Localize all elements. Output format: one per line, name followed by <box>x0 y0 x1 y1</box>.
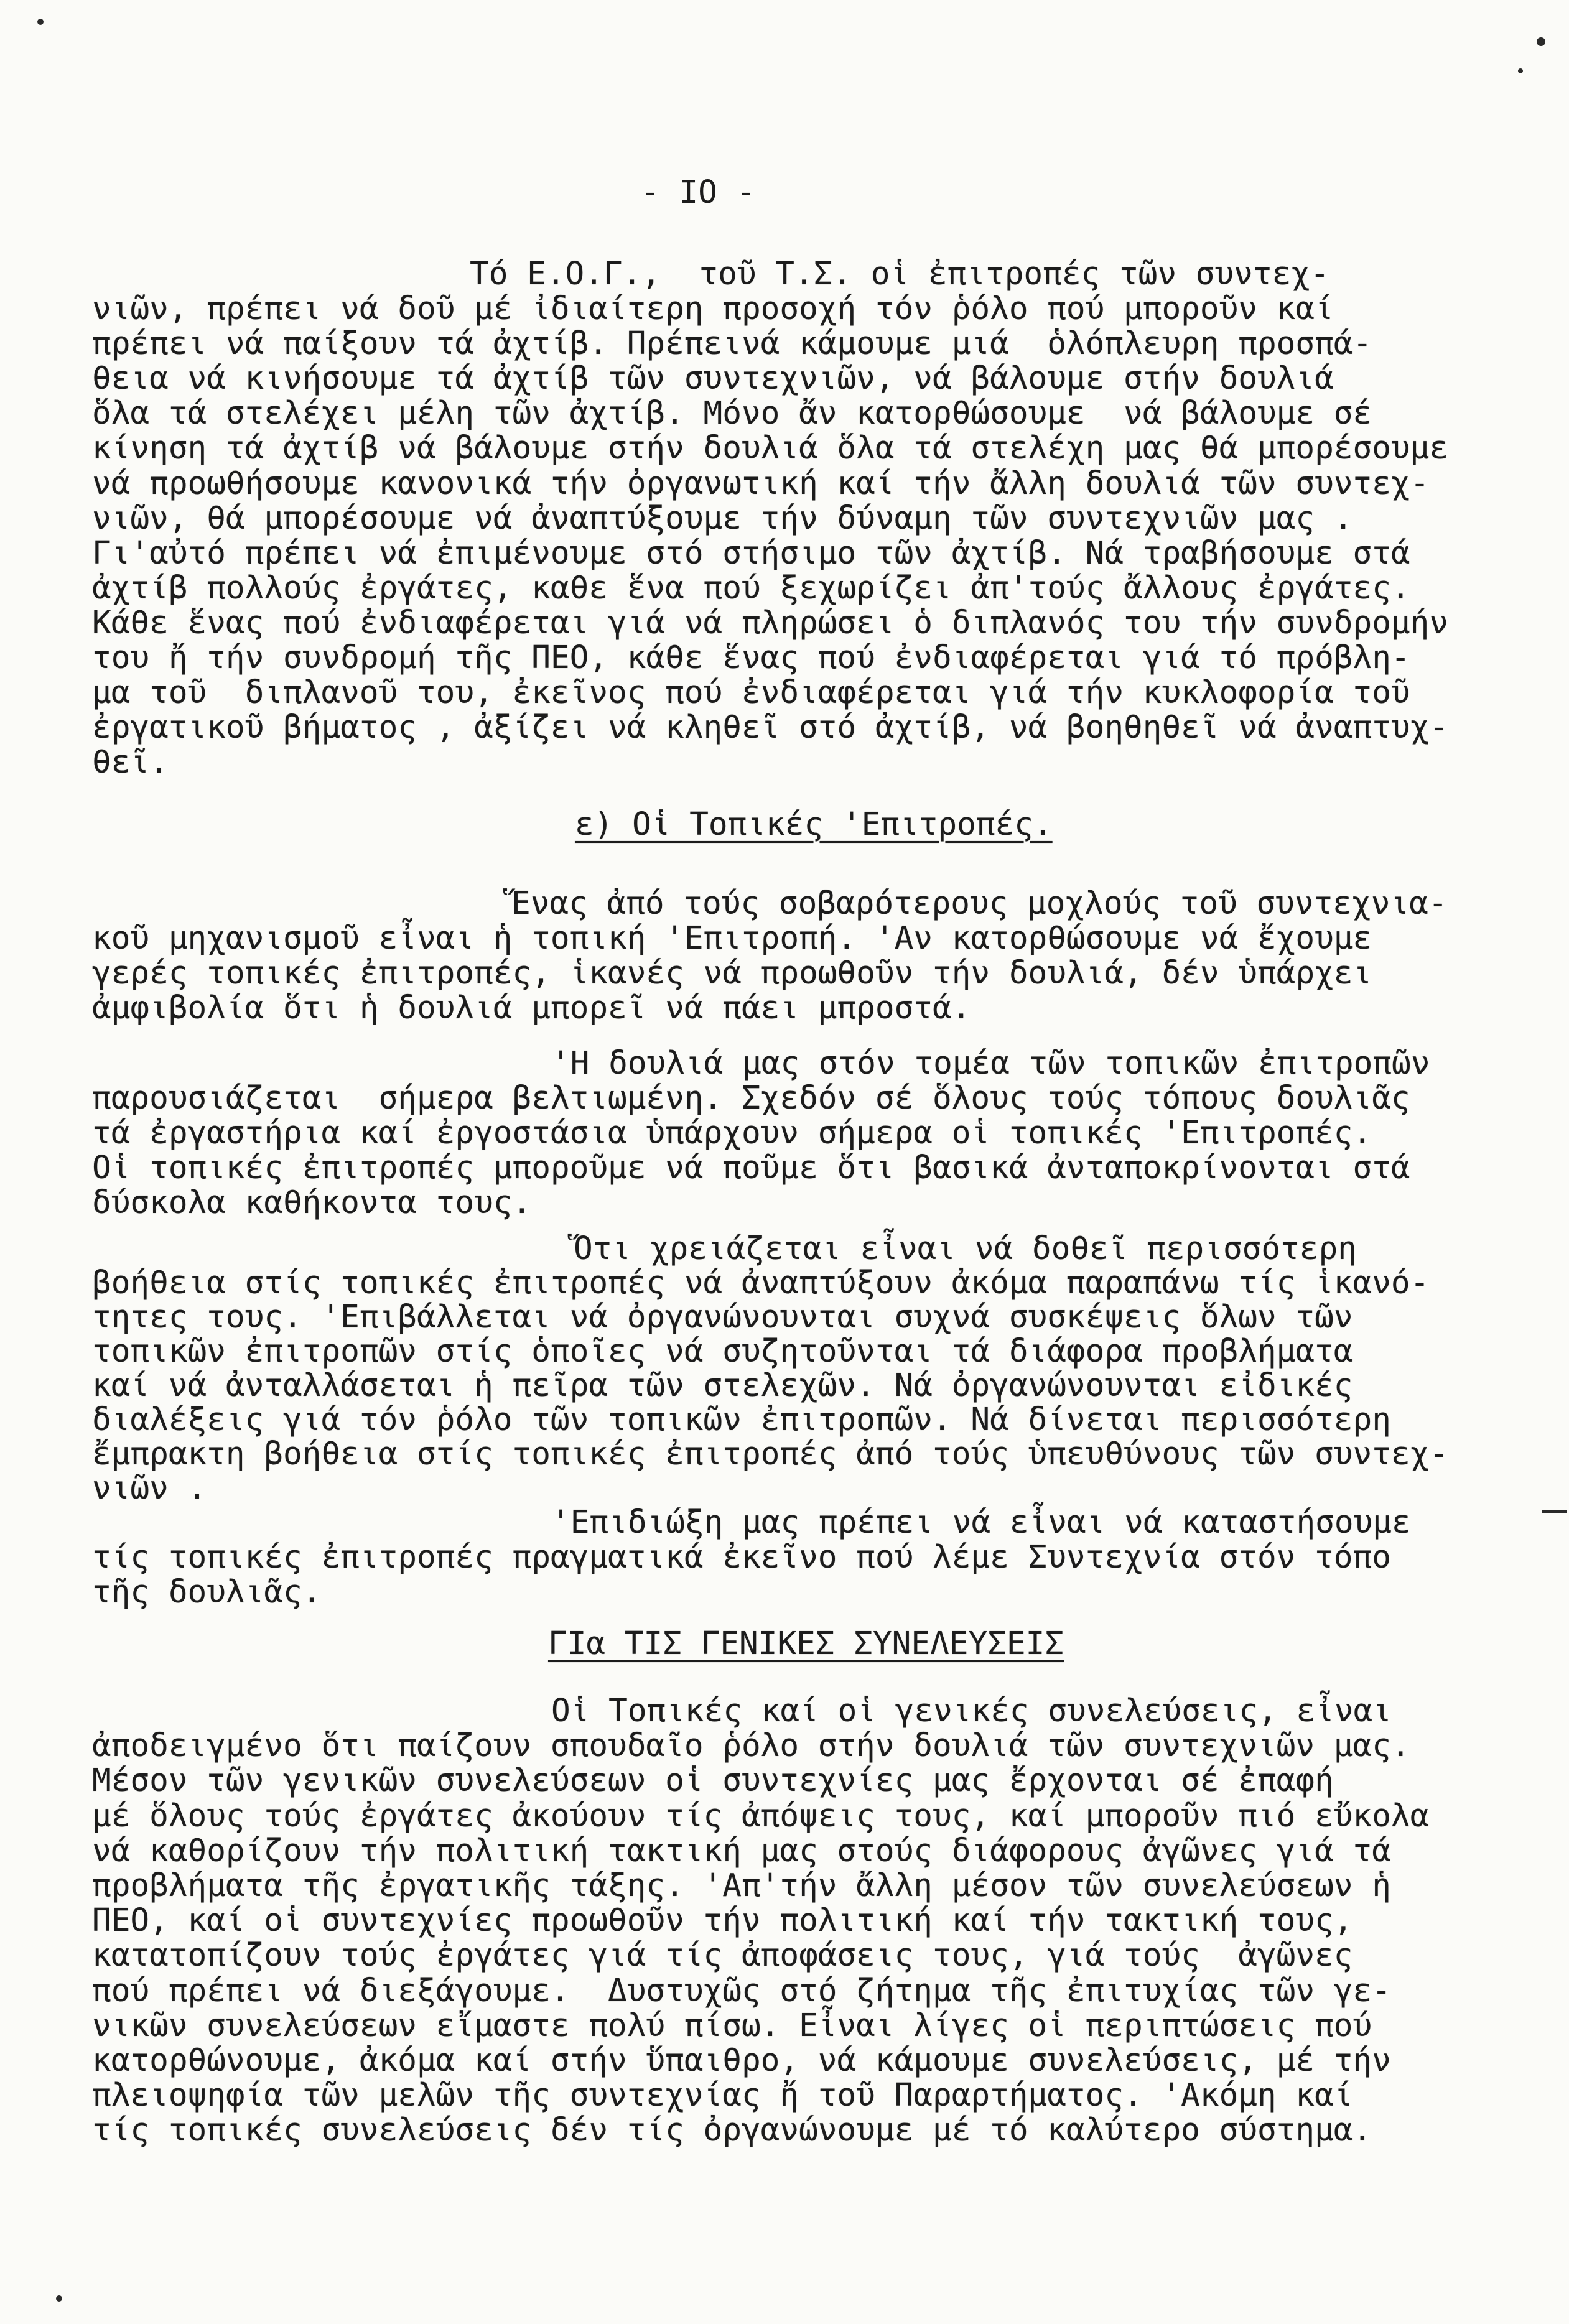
text-line: Οἱ τοπικές ἐπιτροπές μποροῦμε νά ποῦμε ὅτι βασικά ἀνταποκρίνονται στά <box>92 1150 1410 1186</box>
text-line: καί νά ἀνταλλάσεται ἡ πεῖρα τῶν στελεχῶν. Νά ὀργανώνουνται εἰδικές <box>92 1367 1353 1404</box>
paragraph-general-assemblies <box>92 1694 1523 2148</box>
text-line: Ἕνας ἀπό τούς σοβαρότερους μοχλούς τοῦ συντεχνια- <box>511 885 1448 922</box>
scan-speck <box>1518 68 1523 73</box>
text-line: ἔμπρακτη βοήθεια στίς τοπικές ἐπιτροπές ἀπό τούς ὑπευθύνους τῶν συντεχ- <box>92 1436 1449 1472</box>
paragraph-actives <box>92 257 1523 780</box>
text-line: νιῶν, πρέπει νά δοῦ μέ ἰδιαίτερη προσοχή τόν ῥόλο πού μποροῦν καί <box>92 290 1334 328</box>
text-line: κατατοπίζουν τούς ἐργάτες γιά τίς ἀποφάσεις τους, γιά τούς ἀγῶνες <box>92 1937 1353 1974</box>
paragraph-local-committees-help <box>92 1232 1523 1505</box>
text-line: πού πρέπει νά διεξάγουμε. Δυστυχῶς στό ζήτημα τῆς ἐπιτυχίας τῶν γε- <box>92 1972 1391 2009</box>
text-line: κοῦ μηχανισμοῦ εἶναι ἡ τοπική 'Επιτροπή. 'Αν κατορθώσουμε νά ἔχουμε <box>92 920 1372 957</box>
text-line: Μέσον τῶν γενικῶν συνελεύσεων οἱ συντεχνίες μας ἔρχονται σέ ἐπαφή <box>92 1762 1334 1800</box>
text-line: ΠΕΟ, καί οἱ συντεχνίες προωθοῦν τήν πολιτική καί τήν τακτική τους, <box>92 1902 1353 1940</box>
text-line: του ἤ τήν συνδρομή τῆς ΠΕΟ, κάθε ἕνας πού ἐνδιαφέρεται γιά τό πρόβλη- <box>92 639 1410 677</box>
text-line: Τό Ε.Ο.Γ., τοῦ Τ.Σ. οἱ ἐπιτροπές τῶν συντεχ- <box>470 256 1329 292</box>
text-line: πρέπει νά παίξουν τά ἀχτίβ. Πρέπεινά κάμουμε μιά ὁλόπλευρη προσπά- <box>92 325 1372 363</box>
scan-speck <box>56 2295 62 2302</box>
text-line: τητες τους. 'Επιβάλλεται νά ὀργανώνουνται συχνά συσκέψεις ὅλων τῶν <box>92 1299 1353 1336</box>
text-line: νά προωθήσουμε κανονικά τήν ὀργανωτική καί τήν ἄλλη δουλιά τῶν συντεχ- <box>92 465 1430 502</box>
text-line: ὅλα τά στελέχει μέλη τῶν ἀχτίβ. Μόνο ἄν κατορθώσουμε νά βάλουμε σέ <box>92 395 1372 432</box>
scan-speck <box>37 19 44 25</box>
text-line: κίνηση τά ἀχτίβ νά βάλουμε στήν δουλιά ὅλα τά στελέχη μας θά μπορέσουμε <box>92 430 1449 467</box>
text-line: τοπικῶν ἐπιτροπῶν στίς ὁποῖες νά συζητοῦνται τά διάφορα προβλήματα <box>92 1333 1353 1370</box>
page-number: - IO - <box>641 174 756 211</box>
text-line: νιῶν, θά μπορέσουμε νά ἀναπτύξουμε τήν δύναμη τῶν συντεχνιῶν μας . <box>92 500 1353 537</box>
text-line: μα τοῦ διπλανοῦ του, ἐκεῖνος πού ἐνδιαφέρεται γιά τήν κυκλοφορία τοῦ <box>92 674 1410 712</box>
text-line: 'Η δουλιά μας στόν τομέα τῶν τοπικῶν ἐπιτροπῶν <box>551 1045 1430 1082</box>
text-line: τά ἐργαστήρια καί ἐργοστάσια ὑπάρχουν σήμερα οἱ τοπικές 'Επιτροπές. <box>92 1115 1372 1151</box>
text-line: ἐργατικοῦ βήματος , ἀξίζει νά κληθεῖ στό ἀχτίβ, νά βοηθηθεῖ νά ἀναπτυχ- <box>92 709 1449 746</box>
text-line: τίς τοπικές ἐπιτροπές πραγματικά ἐκεῖνο πού λέμε Συντεχνία στόν τόπο <box>92 1539 1391 1576</box>
text-line: προβλήματα τῆς ἐργατικῆς τάξης. 'Απ'τήν ἄλλη μέσον τῶν συνελεύσεων ἡ <box>92 1867 1391 1904</box>
text-line: παρουσιάζεται σήμερα βελτιωμένη. Σχεδόν σέ ὅλους τούς τόπους δουλιᾶς <box>92 1080 1410 1117</box>
text-line: γερές τοπικές ἐπιτροπές, ἱκανές νά προωθοῦν τήν δουλιά, δέν ὑπάρχει <box>92 955 1372 992</box>
paragraph-local-committees-goal <box>92 1505 1523 1610</box>
paragraph-local-committees-status <box>92 1046 1523 1220</box>
text-line: Κάθε ἕνας πού ἐνδιαφέρεται γιά νά πληρώσει ὁ διπλανός του τήν συνδρομήν <box>92 604 1449 641</box>
text-line: νικῶν συνελεύσεων εἴμαστε πολύ πίσω. Εἶναι λίγες οἱ περιπτώσεις πού <box>92 2007 1372 2044</box>
text-line: διαλέξεις γιά τόν ῥόλο τῶν τοπικῶν ἐπιτροπῶν. Νά δίνεται περισσότερη <box>92 1401 1391 1438</box>
text-line: ἀμφιβολία ὅτι ἡ δουλιά μπορεῖ νά πάει μπροστά. <box>92 990 971 1026</box>
text-line: 'Επιδιώξη μας πρέπει νά εἶναι νά καταστήσουμε <box>551 1504 1411 1541</box>
scan-speck <box>1537 37 1545 46</box>
text-line: Ὅτι χρειάζεται εἶναι νά δοθεῖ περισσότερη <box>574 1230 1357 1267</box>
text-line: ἀχτίβ πολλούς ἐργάτες, καθε ἕνα πού ξεχωρίζει ἀπ'τούς ἄλλους ἐργάτες. <box>92 569 1410 607</box>
text-line: ἀποδειγμένο ὅτι παίζουν σπουδαῖο ῥόλο στήν δουλιά τῶν συντεχνιῶν μας. <box>92 1727 1410 1765</box>
text-line: Οἱ Τοπικές καί οἱ γενικές συνελεύσεις, εἶναι <box>551 1693 1392 1729</box>
section-heading-local-committees: ε) Οἱ Τοπικές 'Επιτροπές. <box>575 806 1053 843</box>
text-line: θεῖ. <box>92 744 169 781</box>
text-line: βοήθεια στίς τοπικές ἐπιτροπές νά ἀναπτύξουν ἀκόμα παραπάνω τίς ἱκανό- <box>92 1265 1430 1301</box>
text-line: μέ ὅλους τούς ἐργάτες ἀκούουν τίς ἀπόψεις τους, καί μποροῦν πιό εὔκολα <box>92 1797 1430 1834</box>
text-line: Γι'αὐτό πρέπει νά ἐπιμένουμε στό στήσιμο τῶν ἀχτίβ. Νά τραβήσουμε στά <box>92 534 1410 572</box>
text-line: δύσκολα καθήκοντα τους. <box>92 1184 532 1221</box>
text-line: τῆς δουλιᾶς. <box>92 1574 322 1611</box>
text-line: νά καθορίζουν τήν πολιτική τακτική μας στούς διάφορους ἀγῶνες γιά τά <box>92 1832 1391 1869</box>
section-heading-general-assemblies: ΓΙα ΤΙΣ ΓΕΝΙΚΕΣ ΣΥΝΕΛΕΥΣΕΙΣ <box>548 1625 1064 1662</box>
text-line: θεια νά κινήσουμε τά ἀχτίβ τῶν συντεχνιῶν, νά βάλουμε στήν δουλιά <box>92 360 1334 397</box>
text-line: πλειοψηφία τῶν μελῶν τῆς συντεχνίας ἤ τοῦ Παραρτήματος. 'Ακόμη καί <box>92 2077 1353 2114</box>
margin-mark <box>1542 1510 1567 1513</box>
paragraph-local-committees-intro <box>92 886 1523 1026</box>
text-line: τίς τοπικές συνελεύσεις δέν τίς ὀργανώνουμε μέ τό καλύτερο σύστημα. <box>92 2112 1372 2149</box>
text-line: νιῶν . <box>92 1470 207 1507</box>
text-line: κατορθώνουμε, ἀκόμα καί στήν ὕπαιθρο, νά κάμουμε συνελεύσεις, μέ τήν <box>92 2042 1391 2079</box>
